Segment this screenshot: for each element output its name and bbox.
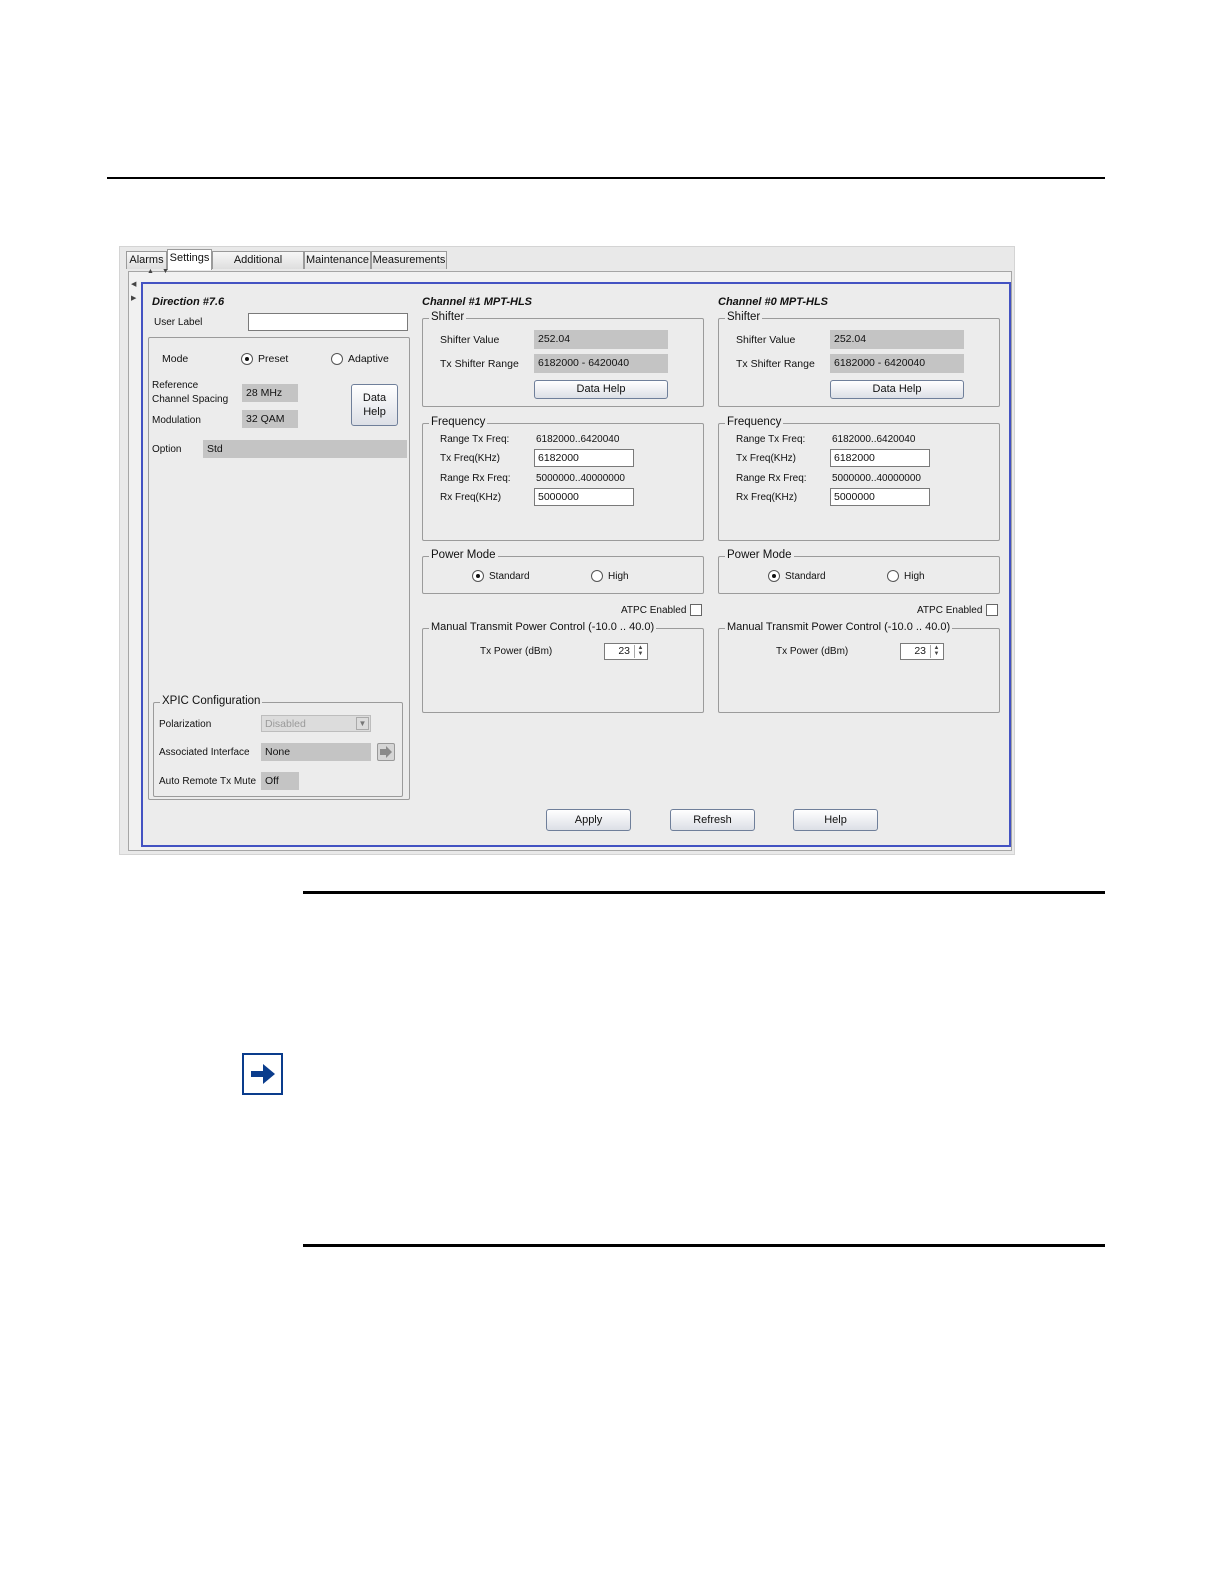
channel-1-rx-freq-input[interactable]: 5000000 [534, 488, 634, 506]
xpic-config-group [153, 695, 403, 797]
option-label: Option [152, 444, 182, 455]
channel-0-frequency-group [718, 416, 1000, 541]
settings-panel [128, 268, 1012, 851]
channel-0-pm-high-radio[interactable] [887, 570, 899, 582]
left-data-help-line1: Data [362, 392, 387, 404]
channel-1-data-help-button[interactable]: Data Help [534, 380, 668, 399]
option-value: Std [203, 440, 407, 458]
channel-0-atpc-label: ATPC Enabled [917, 605, 983, 616]
mode-group [148, 337, 410, 800]
channel-0-power-mode-legend: Power Mode [727, 549, 792, 561]
channel-1-atpc-label: ATPC Enabled [621, 605, 687, 616]
channel-0-range-tx-label: Range Tx Freq: [736, 434, 806, 445]
channel-1-power-mode-legend: Power Mode [431, 549, 496, 561]
top-rule [107, 177, 1105, 179]
note-bottom-rule [303, 1244, 1105, 1247]
left-data-help-button[interactable] [351, 384, 398, 426]
channel-0-data-help-button[interactable]: Data Help [830, 380, 964, 399]
channel-1-range-tx-label: Range Tx Freq: [440, 434, 510, 445]
user-label-caption: User Label [154, 317, 203, 328]
channel-0-tx-freq-label: Tx Freq(KHz) [736, 453, 796, 464]
channel-0-mtpc-group [718, 621, 1000, 713]
direction-title: Direction #7.6 [152, 296, 225, 308]
channel-1-title: Channel #1 MPT-HLS [422, 296, 533, 308]
chevron-down-icon[interactable]: ▼ [356, 717, 369, 730]
channel-0-atpc-checkbox[interactable] [986, 604, 998, 616]
assoc-interface-label: Associated Interface [159, 747, 250, 758]
scroll-down-icon[interactable]: ▼ [162, 268, 169, 275]
channel-1-range-rx-value: 5000000..40000000 [536, 473, 625, 484]
channel-1-shifter-legend: Shifter [431, 311, 465, 323]
channel-1-tx-range-label: Tx Shifter Range [440, 358, 519, 370]
channel-0-shifter-value: 252.04 [830, 330, 964, 349]
channel-1-tx-power-value: 23 [618, 645, 630, 657]
polarization-value: Disabled [265, 718, 306, 730]
channel-1-pm-high-label: High [608, 571, 629, 582]
channel-0-column [718, 284, 1002, 724]
channel-1-atpc-checkbox[interactable] [690, 604, 702, 616]
apply-button[interactable]: Apply [546, 809, 631, 831]
channel-0-range-rx-label: Range Rx Freq: [736, 473, 807, 484]
channel-1-rx-freq-label: Rx Freq(KHz) [440, 492, 502, 503]
channel-0-title: Channel #0 MPT-HLS [718, 296, 829, 308]
scroll-up-icon[interactable]: ▲ [147, 268, 154, 275]
polarization-label: Polarization [159, 719, 212, 730]
ref-spacing-label [152, 379, 228, 407]
channel-1-column [422, 284, 706, 724]
channel-1-range-rx-label: Range Rx Freq: [440, 473, 511, 484]
tab-maintenance[interactable]: Maintenance [304, 251, 371, 269]
ref-spacing-label-line2: Channel Spacing [152, 394, 229, 405]
channel-1-tx-freq-input[interactable]: 6182000 [534, 449, 634, 467]
channel-0-tx-range-value: 6182000 - 6420040 [830, 354, 964, 373]
channel-0-pm-standard-label: Standard [785, 571, 826, 582]
modulation-value: 32 QAM [242, 410, 298, 428]
channel-0-tx-power-spinner[interactable] [900, 643, 944, 660]
channel-0-tx-range-label: Tx Shifter Range [736, 358, 815, 370]
channel-1-range-tx-value: 6182000..6420040 [536, 434, 620, 445]
settings-window [119, 246, 1015, 855]
tab-measurements[interactable]: Measurements [371, 251, 447, 269]
left-data-help-line2: Help [363, 406, 386, 418]
channel-1-pm-high-radio[interactable] [591, 570, 603, 582]
collapse-left-icon[interactable]: ◀ [131, 281, 137, 288]
assoc-interface-value: None [261, 743, 371, 761]
channel-0-shifter-value-label: Shifter Value [736, 334, 796, 346]
channel-1-pm-standard-label: Standard [489, 571, 530, 582]
tab-settings[interactable]: Settings [167, 249, 212, 270]
polarization-select[interactable] [261, 715, 371, 732]
user-label-input[interactable] [248, 313, 408, 331]
tab-alarms[interactable]: Alarms [126, 251, 167, 269]
channel-0-tx-freq-input[interactable]: 6182000 [830, 449, 930, 467]
tab-additional-settings[interactable]: Additional [212, 251, 304, 269]
xpic-legend: XPIC Configuration [162, 695, 261, 707]
mode-adaptive-label: Adaptive [348, 353, 389, 365]
expand-right-icon[interactable]: ▶ [131, 295, 137, 302]
modulation-label: Modulation [152, 415, 201, 426]
channel-0-frequency-legend: Frequency [727, 416, 782, 428]
refresh-button[interactable]: Refresh [670, 809, 755, 831]
ref-spacing-value: 28 MHz [242, 384, 298, 402]
channel-1-shifter-value-label: Shifter Value [440, 334, 500, 346]
channel-1-mtpc-group [422, 621, 704, 713]
channel-0-range-rx-value: 5000000..40000000 [832, 473, 921, 484]
auto-remote-mute-value: Off [261, 772, 299, 790]
mode-preset-label: Preset [258, 353, 289, 365]
spinner-arrows-icon[interactable]: ▲ ▼ [930, 645, 942, 658]
direction-settings [141, 282, 1011, 847]
channel-1-mtpc-legend: Manual Transmit Power Control (-10.0 .. 40.0) [431, 621, 655, 633]
navigate-arrow-icon[interactable] [377, 743, 395, 761]
channel-1-frequency-group [422, 416, 704, 541]
channel-1-power-mode-group [422, 549, 704, 594]
channel-0-pm-standard-radio[interactable] [768, 570, 780, 582]
channel-1-tx-range-value: 6182000 - 6420040 [534, 354, 668, 373]
channel-1-tx-power-spinner[interactable] [604, 643, 648, 660]
spinner-arrows-icon[interactable]: ▲ ▼ [634, 645, 646, 658]
channel-0-shifter-legend: Shifter [727, 311, 761, 323]
mode-label: Mode [162, 353, 189, 365]
help-button[interactable]: Help [793, 809, 878, 831]
channel-0-rx-freq-label: Rx Freq(KHz) [736, 492, 798, 503]
mode-preset-radio[interactable] [241, 353, 253, 365]
channel-1-tx-power-label: Tx Power (dBm) [480, 646, 553, 657]
channel-1-frequency-legend: Frequency [431, 416, 486, 428]
note-arrow-icon [242, 1053, 283, 1095]
channel-0-shifter-group [718, 311, 1000, 407]
channel-0-rx-freq-input[interactable]: 5000000 [830, 488, 930, 506]
mode-adaptive-radio[interactable] [331, 353, 343, 365]
note-top-rule [303, 891, 1105, 894]
channel-0-tx-power-label: Tx Power (dBm) [776, 646, 849, 657]
channel-1-shifter-value: 252.04 [534, 330, 668, 349]
auto-remote-mute-label: Auto Remote Tx Mute [159, 776, 257, 787]
channel-0-range-tx-value: 6182000..6420040 [832, 434, 916, 445]
channel-0-pm-high-label: High [904, 571, 925, 582]
channel-0-tx-power-value: 23 [914, 645, 926, 657]
channel-1-pm-standard-radio[interactable] [472, 570, 484, 582]
channel-1-tx-freq-label: Tx Freq(KHz) [440, 453, 500, 464]
channel-0-power-mode-group [718, 549, 1000, 594]
channel-1-shifter-group [422, 311, 704, 407]
ref-spacing-label-line1: Reference [152, 380, 199, 391]
channel-0-mtpc-legend: Manual Transmit Power Control (-10.0 .. 40.0) [727, 621, 951, 633]
